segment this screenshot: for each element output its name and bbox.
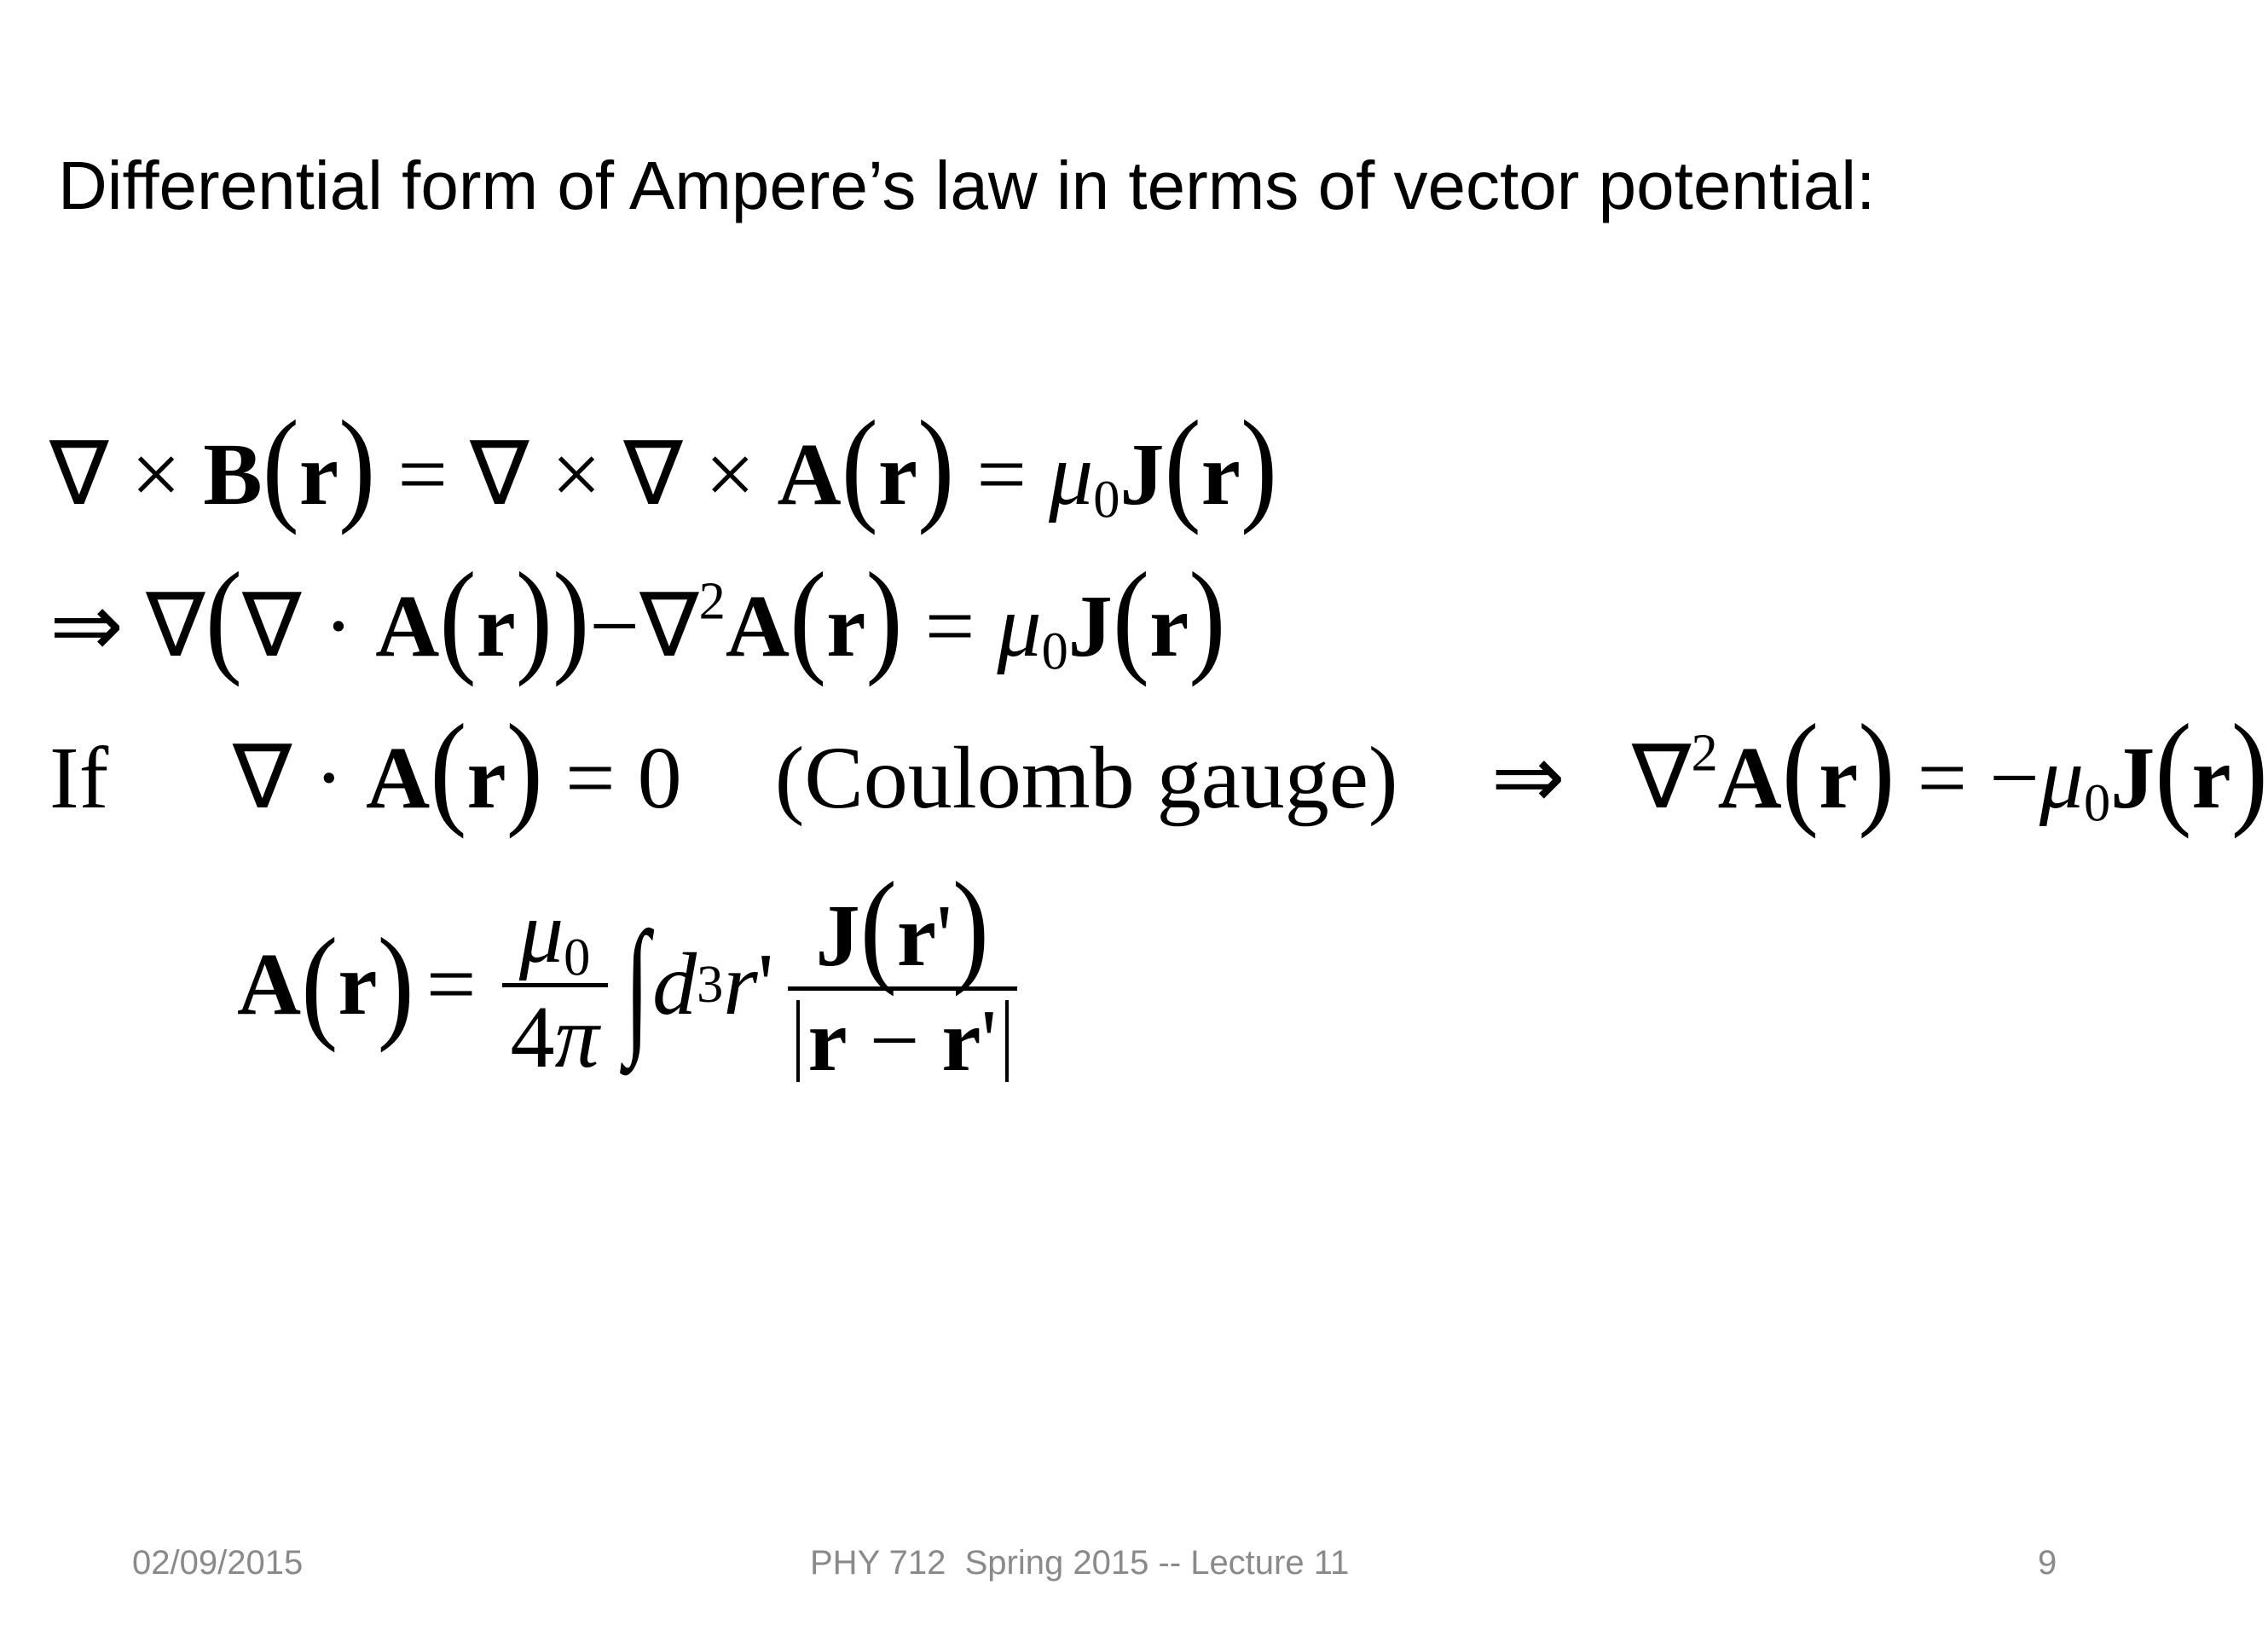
equation-curl-b: ∇ × B(r) = ∇ × ∇ × $A(r) = \mu_0J(r)$	[49, 395, 1278, 536]
equation-coulomb-gauge: If ∇ · A(r) = 0 (Coulomb gauge) ⇒ $\nabla^2A(r) = -\mu_0J(r)$	[49, 698, 2268, 840]
equation-vector-identity: ⇒ ∇(∇ · $A(r))-\nabla^2A(r) = \mu_0J(r)$	[49, 547, 1226, 688]
footer-course: PHY 712 Spring 2015 -- Lecture 11	[810, 1544, 1350, 1582]
if-label: If	[49, 729, 109, 827]
coulomb-gauge-label: (Coulomb gauge)	[774, 729, 1398, 827]
slide-title: Differential form of Ampere’s law in terms of vector potential:	[58, 148, 1876, 223]
nabla-symbol: ∇	[49, 425, 109, 523]
integral-symbol: ∫	[624, 901, 650, 1068]
equation-vector-potential-solution: A ( r ) = $\mu_0$ 4π ∫ d 3 r ' J(r') r − r'	[237, 861, 1031, 1108]
fraction-current-over-distance: J(r') r − r'	[788, 878, 1018, 1091]
footer-page-number: 9	[2038, 1544, 2057, 1582]
footer-date: 02/09/2015	[132, 1544, 304, 1582]
fraction-mu0-over-4pi: $\mu_0$ 4π	[502, 882, 608, 1088]
